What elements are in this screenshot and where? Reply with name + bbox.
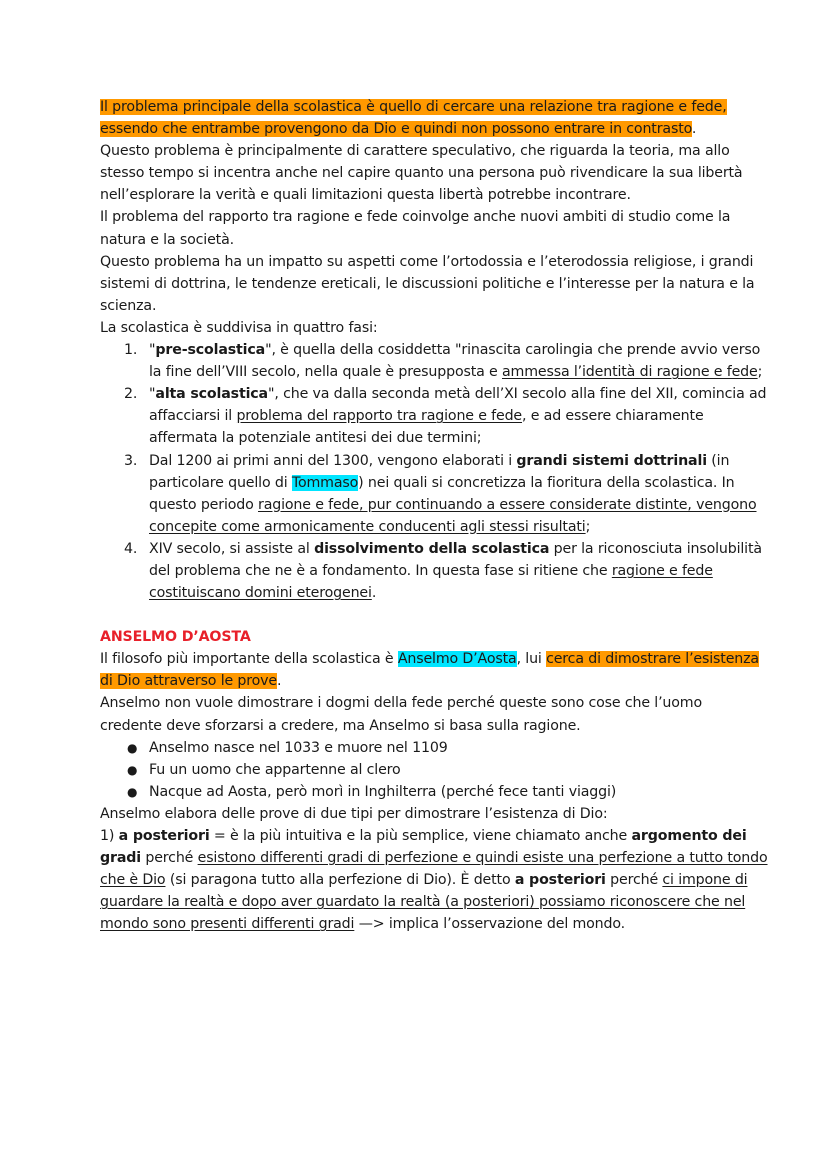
underlined-text: ragione e fede, pur continuando a essere considerate distinte, vengono concepite come armonicamente conducenti agli stessi risultati xyxy=(149,496,757,535)
list-number: 2. xyxy=(124,386,138,403)
paragraph-anselmo-intro xyxy=(100,648,768,692)
text: ", è quella della cosiddetta "rinascita carolingia che prende avvio verso la fine dell’VIII secolo, nella quale è presupposta e xyxy=(149,342,761,381)
text: ", che va dalla seconda metà dell’XI secolo alla fine del XII, comincia ad affacciarsi il xyxy=(149,386,767,425)
text: Dal 1200 ai primi anni del 1300, vengono elaborati i xyxy=(149,452,517,469)
section-heading: ANSELMO D’AOSTA xyxy=(100,629,251,646)
text: " xyxy=(149,342,156,359)
text: . xyxy=(277,673,282,690)
list-item xyxy=(100,538,768,604)
underlined-text: problema del rapporto tra ragione e fede xyxy=(236,408,523,425)
text: perché xyxy=(605,872,663,889)
list-item xyxy=(100,383,768,449)
bold-term: grandi sistemi dottrinali xyxy=(516,452,707,469)
text: —> implica l’osservazione del mondo. xyxy=(354,916,626,933)
text: (si paragona tutto alla perfezione di Dio). È detto xyxy=(165,872,515,889)
paragraph-a-posteriori xyxy=(100,825,768,935)
highlight-prove: cerca di dimostrare l’esistenza di Dio attraverso le prove xyxy=(100,651,759,690)
highlight-anselmo: Anselmo D’Aosta xyxy=(397,651,517,668)
bold-term: a posteriori xyxy=(118,828,210,844)
text: (in particolare quello di xyxy=(149,452,730,491)
highlight-intro: Il problema principale della scolastica è quello di cercare una relazione tra ragione e fede, essendo che entrambe provengono da Dio e quindi non possono entrare in contrasto xyxy=(100,99,727,138)
text: , e ad essere chiaramente affermata la potenziale antitesi dei due termini; xyxy=(149,408,704,447)
paragraph-fasi: La scolastica è suddivisa in quattro fasi: xyxy=(100,319,378,336)
list-number: 4. xyxy=(124,540,138,557)
underlined-text: ci impone di guardare la realtà e dopo aver guardato la realtà (a posteriori) possiamo riconoscere che nel mondo sono presenti differenti gradi xyxy=(100,872,748,933)
phases-list xyxy=(100,339,768,604)
bold-term: pre-scolastica xyxy=(155,342,266,359)
bold-term: dissolvimento della scolastica xyxy=(314,540,550,557)
bullet-icon: ● xyxy=(127,762,138,777)
paragraph-speculativo: Questo problema è principalmente di carattere speculativo, che riguarda la teoria, ma allo stesso tempo si incentra anche nel capire quanto una persona può rivendicare la sua libertà nell’esplorare la verità e quali limitazioni questa libertà potrebbe incontrare. xyxy=(100,143,743,204)
bold-term: alta scolastica xyxy=(155,386,268,403)
text: ) nei quali si concretizza la fioritura della scolastica. In questo periodo xyxy=(149,474,735,513)
text: Nacque ad Aosta, però morì in Inghilterra (perché fece tanti viaggi) xyxy=(149,783,617,800)
list-number: 1. xyxy=(124,342,138,359)
text: perché xyxy=(141,850,198,867)
bold-term: a posteriori xyxy=(514,872,606,889)
list-item xyxy=(100,450,768,538)
text: . xyxy=(371,585,377,602)
list-item xyxy=(100,737,768,759)
text: ; xyxy=(757,364,763,381)
bullet-icon: ● xyxy=(127,740,138,755)
paragraph-prove: Anselmo elabora delle prove di due tipi per dimostrare l’esistenza di Dio: xyxy=(100,805,608,822)
list-item xyxy=(100,781,768,803)
text: = è la più intuitiva e la più semplice, viene chiamato anche xyxy=(209,828,632,844)
bold-term: argomento dei gradi xyxy=(100,828,747,867)
text: per la riconosciuta insolubilità del problema che ne è a fondamento. In questa fase si ritiene che xyxy=(149,540,762,579)
paragraph-ambiti: Il problema del rapporto tra ragione e fede coinvolge anche nuovi ambiti di studio come la natura e la società. xyxy=(100,209,731,248)
text: Il filosofo più importante della scolastica è xyxy=(100,651,398,668)
text: , lui xyxy=(516,651,547,668)
bio-list xyxy=(100,737,768,803)
intro-end: . xyxy=(691,121,697,138)
text: XIV secolo, si assiste al xyxy=(149,540,315,557)
underlined-text: esistono differenti gradi di perfezione e quindi esiste una perfezione a tutto tondo che è Dio xyxy=(100,850,768,889)
list-item xyxy=(100,759,768,781)
highlight-tommaso: Tommaso xyxy=(291,474,359,491)
list-number: 3. xyxy=(124,452,138,469)
underlined-text: ammessa l’identità di ragione e fede xyxy=(502,364,758,381)
intro-paragraph xyxy=(100,96,768,140)
underlined-text: ragione e fede costituiscano domini eterogenei xyxy=(149,562,713,602)
list-item xyxy=(100,339,768,383)
text: " xyxy=(149,386,156,403)
text: 1) xyxy=(100,828,119,844)
paragraph-impatto: Questo problema ha un impatto su aspetti come l’ortodossia e l’eterodossia religiose, i grandi sistemi di dottrina, le tendenze ereticali, le discussioni politiche e l’interesse per la natura e la scienza. xyxy=(100,253,755,314)
text: Anselmo nasce nel 1033 e muore nel 1109 xyxy=(149,739,448,756)
text: Fu un uomo che appartenne al clero xyxy=(149,761,401,778)
paragraph-dogmi: Anselmo non vuole dimostrare i dogmi della fede perché queste sono cose che l’uomo credente deve sforzarsi a credere, ma Anselmo si basa sulla ragione. xyxy=(100,695,703,734)
bullet-icon: ● xyxy=(127,784,138,799)
text: ; xyxy=(585,518,591,535)
